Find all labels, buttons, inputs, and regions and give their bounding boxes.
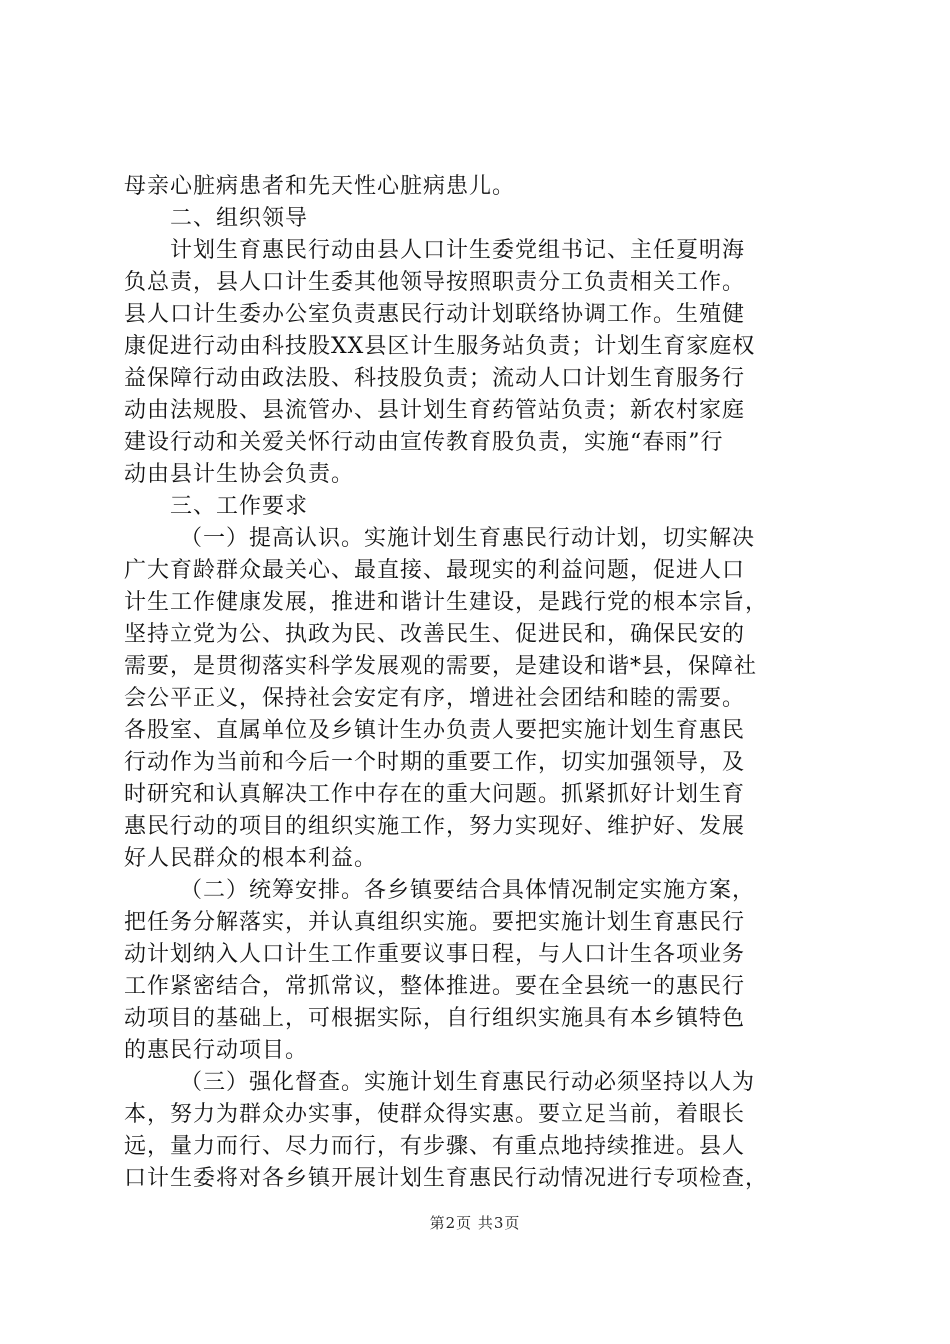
text-line: 建设行动和关爱关怀行动由宣传教育股负责，实施“春雨”行 [124,430,724,455]
text-line: 好人民群众的根本利益。 [124,846,378,871]
text-line: 把任务分解落实，并认真组织实施。要把实施计划生育惠民行 [124,910,746,935]
paragraph-first-line: （一）提高认识。实施计划生育惠民行动计划，切实解决 [180,526,756,551]
text-line: 县人口计生委办公室负责惠民行动计划联络协调工作。生殖健 [124,302,746,327]
text-line: 惠民行动的项目的组织实施工作，努力实现好、维护好、发展 [124,814,746,839]
text-line: 负总责，县人口计生委其他领导按照职责分工负责相关工作。 [124,270,746,295]
text-line: 动计划纳入人口计生工作重要议事日程，与人口计生各项业务 [124,942,746,967]
section-heading-organization: 二、组织领导 [170,206,309,231]
text-line: 动由县计生协会负责。 [124,462,355,487]
text-line: 动由法规股、县流管办、县计划生育药管站负责；新农村家庭 [124,398,746,423]
text-line: 口计生委将对各乡镇开展计划生育惠民行动情况进行专项检查， [124,1166,769,1191]
text-line: 坚持立党为公、执政为民、改善民生、促进民和，确保民安的 [124,622,746,647]
document-body [124,171,844,1195]
paragraph-first-line: 计划生育惠民行动由县人口计生委党组书记、主任夏明海 [170,238,746,263]
text-line: 工作紧密结合，常抓常议，整体推进。要在全县统一的惠民行 [124,974,746,999]
text-line: 时研究和认真解决工作中存在的重大问题。抓紧抓好计划生育 [124,782,746,807]
text-line: 行动作为当前和今后一个时期的重要工作，切实加强领导，及 [124,750,746,775]
paragraph-first-line: （三）强化督查。实施计划生育惠民行动必须坚持以人为 [180,1070,756,1095]
text-line: 计生工作健康发展，推进和谐计生建设，是践行党的根本宗旨， [124,590,769,615]
text-line: 母亲心脏病患者和先天性心脏病患儿。 [124,174,516,199]
page-number-footer: 第2页 共3页 [429,1214,521,1232]
text-line: 益保障行动由政法股、科技股负责；流动人口计划生育服务行 [124,366,746,391]
text-line: 康促进行动由科技股XX县区计生服务站负责；计划生育家庭权 [124,334,756,359]
text-line: 各股室、直属单位及乡镇计生办负责人要把实施计划生育惠民 [124,718,746,743]
paragraph-first-line: （二）统筹安排。各乡镇要结合具体情况制定实施方案， [180,878,756,903]
text-line: 需要，是贯彻落实科学发展观的需要，是建设和谐*县，保障社 [124,654,758,679]
text-line: 远，量力而行、尽力而行，有步骤、有重点地持续推进。县人 [124,1134,746,1159]
text-line: 会公平正义，保持社会安定有序，增进社会团结和睦的需要。 [124,686,746,711]
text-line: 本，努力为群众办实事，使群众得实惠。要立足当前，着眼长 [124,1102,746,1127]
text-line: 广大育龄群众最关心、最直接、最现实的利益问题，促进人口 [124,558,746,583]
text-line: 动项目的基础上，可根据实际，自行组织实施具有本乡镇特色 [124,1006,746,1031]
text-line: 的惠民行动项目。 [124,1038,309,1063]
section-heading-requirements: 三、工作要求 [170,494,309,519]
